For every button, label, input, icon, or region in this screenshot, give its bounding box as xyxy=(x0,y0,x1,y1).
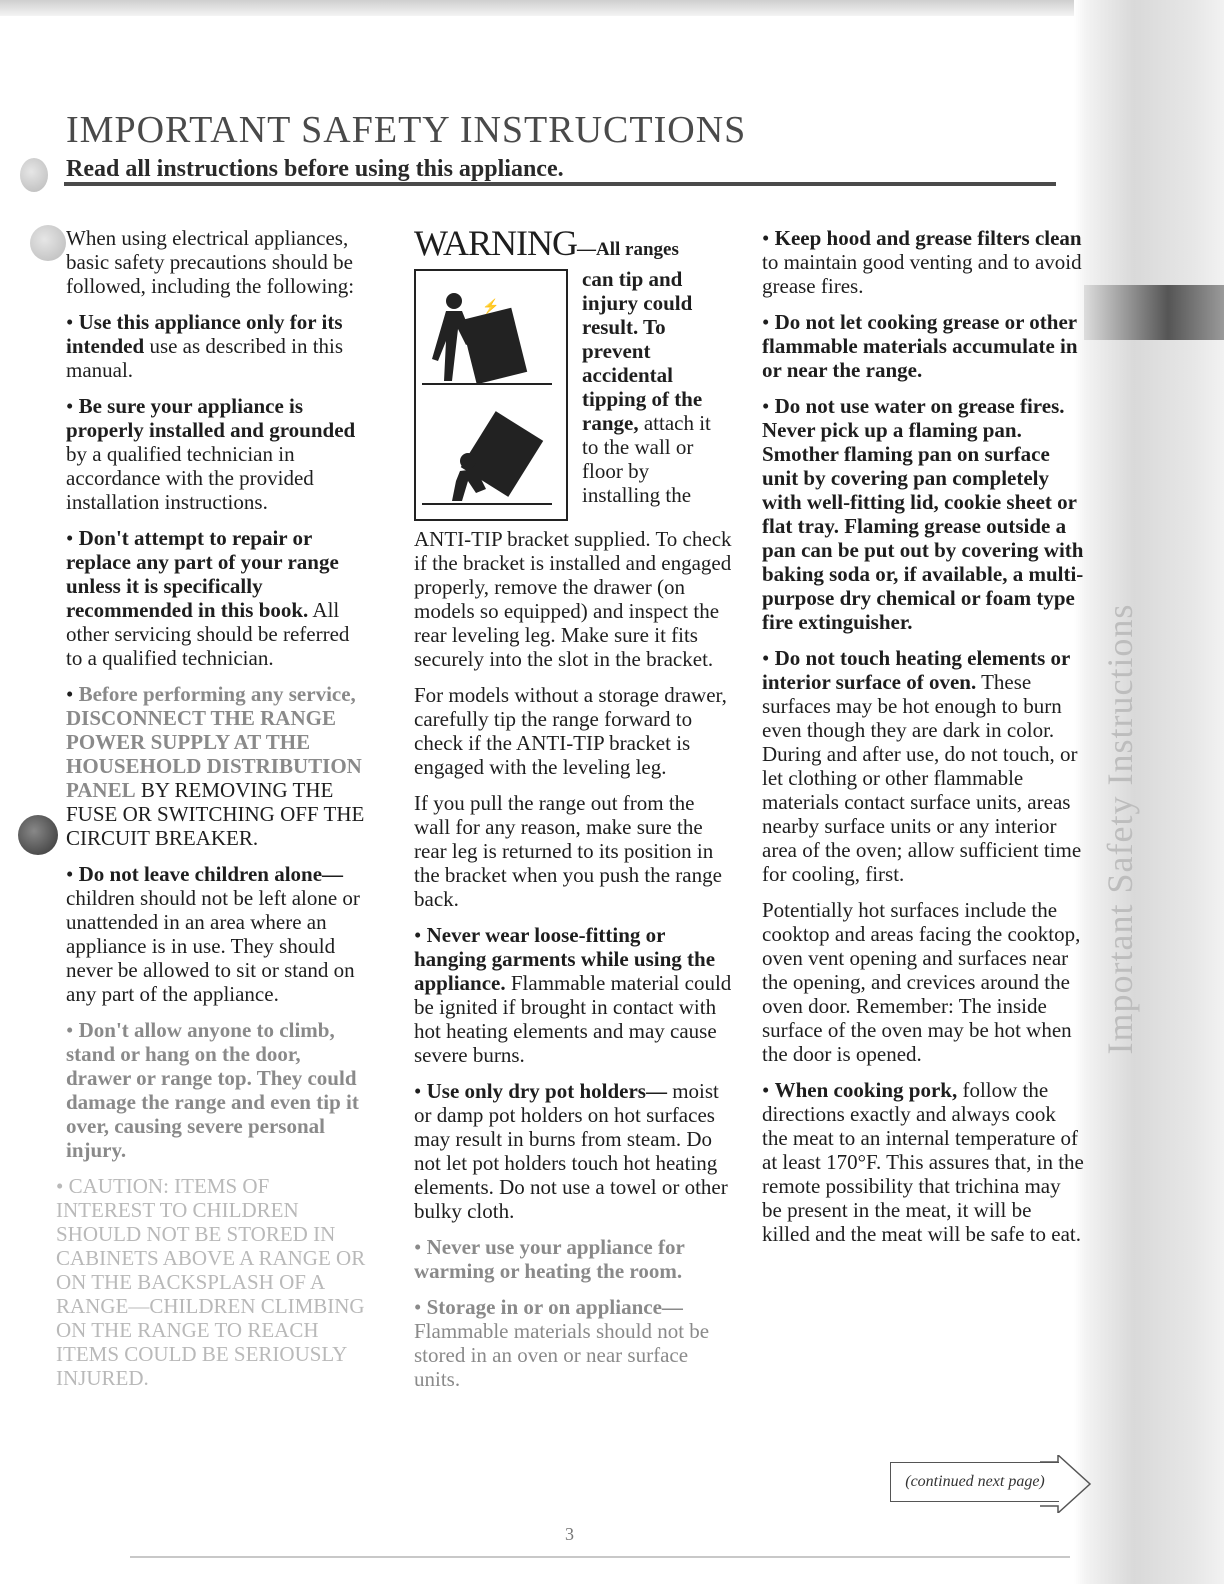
instruction-item: • Be sure your appliance is properly installed and grounded by a qualified technician in accordance with the provided installation instructions. xyxy=(66,394,356,514)
binder-hole-icon xyxy=(20,158,48,192)
caution-item: • CAUTION: ITEMS OF INTEREST TO CHILDREN SHOULD NOT BE STORED IN CABINETS ABOVE A RANGE OR ON THE BACKSPLASH OF A RANGE—CHILDREN CLIMBING ON THE RANGE TO REACH ITEMS COULD BE SERIOUSLY INJURED. xyxy=(56,1174,366,1390)
svg-text:⚡: ⚡ xyxy=(482,300,500,315)
instruction-item: • Don't attempt to repair or replace any part of your range unless it is specifically recommended in this book. All other servicing should be referred to a qualified technician. xyxy=(66,526,350,670)
continued-label: (continued next page) xyxy=(890,1462,1059,1502)
column-2 xyxy=(414,223,732,1403)
anti-tip-warning-icon xyxy=(414,269,568,521)
instruction-item: • Use only dry pot holders— moist or damp pot holders on hot surfaces may result in burns from steam. Do not let pot holders touch hot heating elements. Do not use a towel or other bulky cloth. xyxy=(414,1079,728,1223)
page-title: IMPORTANT SAFETY INSTRUCTIONS xyxy=(66,109,747,151)
instruction-item: • Don't allow anyone to climb, stand or hang on the door, drawer or range top. They could damage the range and even tip it over, causing severe personal injury. xyxy=(66,1018,359,1162)
side-tab-label: Important Safety Instructions xyxy=(1100,603,1140,1055)
warning-side-text: can tip and injury could result. To prevent accidental tipping of the range, attach it to the wall or floor by installing the xyxy=(582,267,711,507)
warning-heading: WARNING—All ranges xyxy=(414,223,679,263)
instruction-text: For models without a storage drawer, carefully tip the range forward to check if the ANTI-TIP bracket is engaged with the leveling leg. xyxy=(414,683,727,779)
instruction-text: Potentially hot surfaces include the cooktop and areas facing the cooktop, oven vent opening and surfaces near the opening, and crevices around the oven door. Remember: The inside surface of the oven may be hot when the door is opened. xyxy=(762,898,1081,1066)
page-number: 3 xyxy=(565,1524,574,1544)
intro-text: When using electrical appliances, basic safety precautions should be followed, including the following: xyxy=(66,226,355,298)
page-subtitle: Read all instructions before using this appliance. xyxy=(66,156,564,182)
column-1 xyxy=(56,226,368,1402)
instruction-item: • Do not let cooking grease or other flammable materials accumulate in or near the range. xyxy=(762,310,1078,382)
instruction-item: • Keep hood and grease filters clean to maintain good venting and to avoid grease fires. xyxy=(762,226,1082,298)
instruction-item: • Never wear loose-fitting or hanging garments while using the appliance. Flammable material could be ignited if brought in contact with hot heating elements and may cause severe burns. xyxy=(414,923,732,1067)
instruction-item: • When cooking pork, follow the directions exactly and always cook the meat to an internal temperature of at least 170°F. This assures that, in the remote possibility that trichina may be present in the meat, it will be killed and the meat will be safe to eat. xyxy=(762,1078,1084,1246)
instruction-item: • Do not leave children alone—children should not be left alone or unattended in an area where an appliance is in use. They should never be allowed to sit or stand on any part of the appliance. xyxy=(66,862,360,1006)
instruction-item: • Never use your appliance for warming or heating the room. xyxy=(414,1235,685,1283)
instruction-item: • Do not use water on grease fires. Never pick up a flaming pan. Smother flaming pan on surface unit by covering pan completely with well-fitting lid, cookie sheet or flat tray. Flaming grease outside a pan can be put out by covering with baking soda or, if available, a multi-purpose dry chemical or foam type fire extinguisher. xyxy=(762,394,1084,634)
continued-arrow-icon xyxy=(1040,1455,1092,1513)
header-rule xyxy=(64,182,1056,186)
instruction-item: • Use this appliance only for its intended use as described in this manual. xyxy=(66,310,344,382)
scan-top-edge xyxy=(0,0,1224,16)
instruction-item: • Do not touch heating elements or interior surface of oven. These surfaces may be hot enough to burn even though they are dark in color. During and after use, do not touch, or let clothing or other flammable materials contact surface units, areas nearby surface units or any interior area of the oven; allow sufficient time for cooling, first. xyxy=(762,646,1082,886)
column-3 xyxy=(762,226,1084,1258)
instruction-item: • Before performing any service, DISCONNECT THE RANGE POWER SUPPLY AT THE HOUSEHOLD DISTRIBUTION PANEL BY REMOVING THE FUSE OR SWITCHING OFF THE CIRCUIT BREAKER. xyxy=(66,682,365,850)
warning-body: ANTI-TIP bracket supplied. To check if the bracket is installed and engaged properly, remove the drawer (on models so equipped) and inspect the rear leveling leg. Make sure it fits securely into the slot in the bracket. xyxy=(414,527,732,671)
instruction-item: • Storage in or on appliance— Flammable materials should not be stored in an oven or near surface units. xyxy=(414,1295,710,1391)
scan-bottom-edge xyxy=(130,1556,1070,1558)
page-header xyxy=(66,108,746,183)
side-tab xyxy=(1085,560,1155,1120)
instruction-text: If you pull the range out from the wall for any reason, make sure the rear leg is returned to its position in the bracket when you push the range back. xyxy=(414,791,722,911)
binder-hole-icon xyxy=(18,815,58,855)
